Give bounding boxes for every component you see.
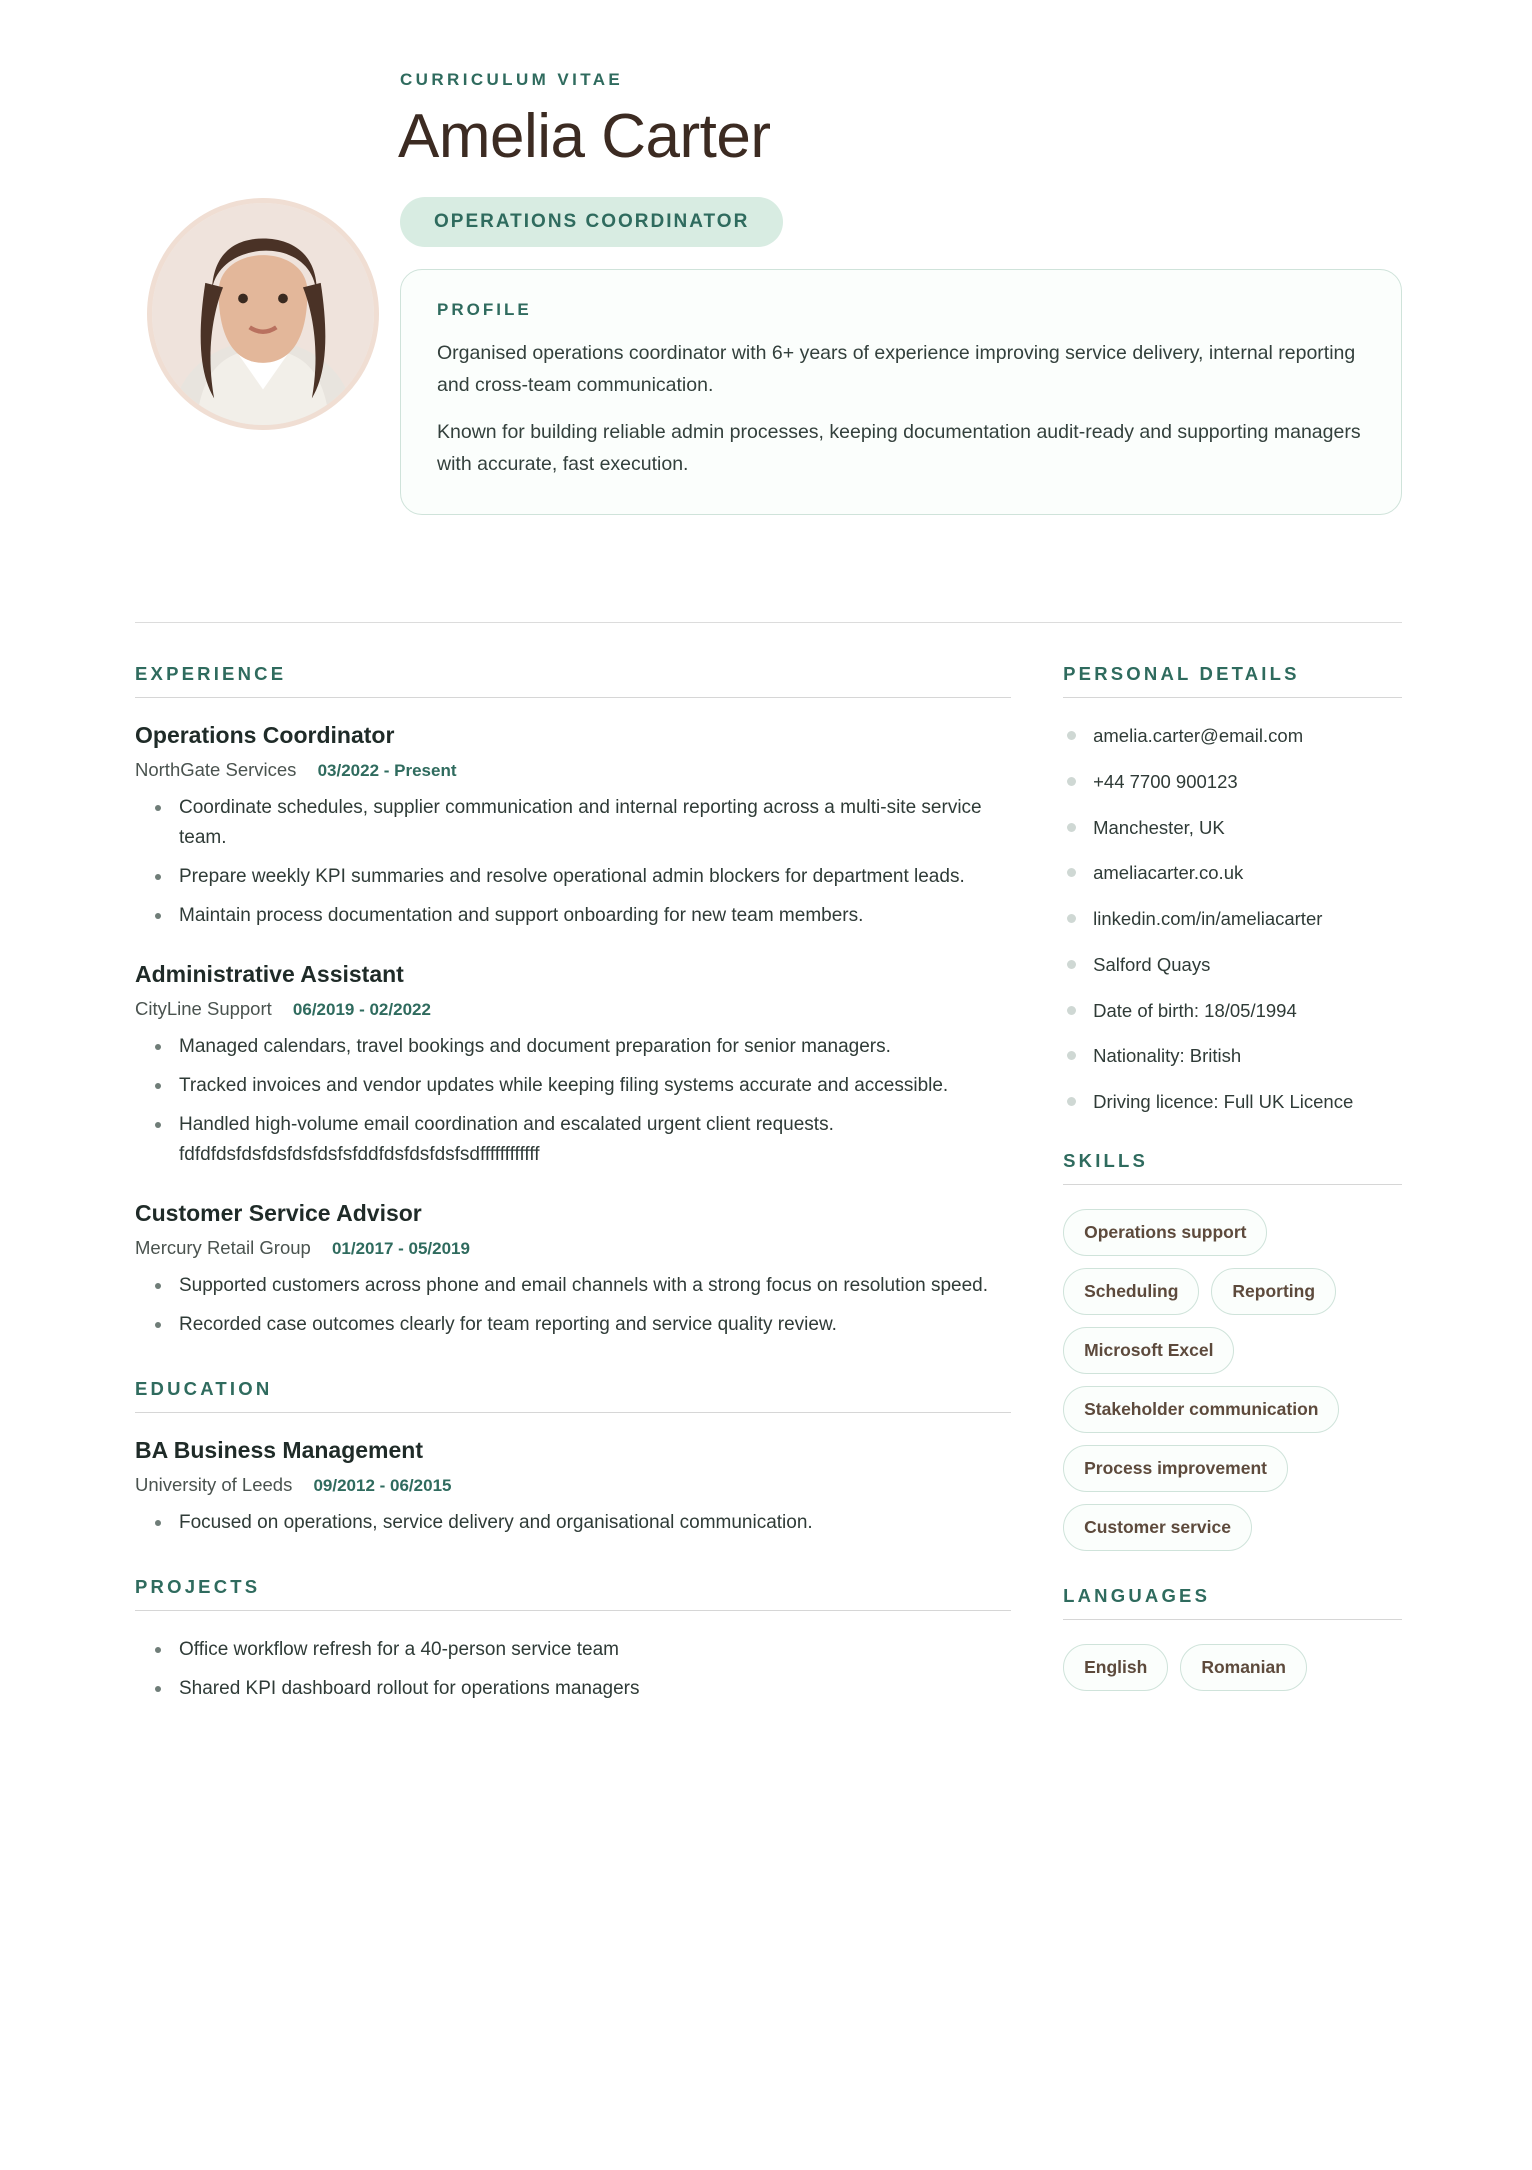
job-dates: 03/2022 - Present (317, 761, 457, 780)
job-dates: 01/2017 - 05/2019 (331, 1239, 470, 1259)
education-meta (135, 1474, 1011, 1496)
personal-details-list (1063, 722, 1402, 1116)
list-item-nationality: Nationality: British (1063, 1042, 1402, 1070)
experience-heading: EXPERIENCE (135, 663, 1011, 698)
job-meta (135, 998, 1011, 1020)
job-title: Administrative Assistant (135, 961, 404, 988)
main-column (135, 663, 1011, 1713)
list-item: Shared KPI dashboard rollout for operations managers (143, 1674, 1011, 1704)
skill-tag: Scheduling (1063, 1268, 1199, 1315)
list-item: Focused on operations, service delivery and organisational communication. (143, 1508, 1011, 1538)
sidebar-column (1063, 663, 1402, 1713)
experience-item (135, 961, 1011, 1170)
list-item-website[interactable]: ameliacarter.co.uk (1063, 859, 1402, 887)
job-title: Operations Coordinator (135, 722, 395, 748)
languages-section (1063, 1585, 1402, 1691)
skill-tag: Stakeholder communication (1063, 1386, 1339, 1433)
experience-section (135, 663, 1011, 1340)
education-bullets (143, 1508, 1011, 1538)
job-meta (135, 759, 1011, 781)
list-item-email: amelia.carter@email.com (1063, 722, 1402, 750)
profile-heading: PROFILE (437, 299, 532, 319)
list-item-dob: Date of birth: 18/05/1994 (1063, 997, 1402, 1025)
projects-section (135, 1576, 1011, 1704)
page-title: Amelia Carter (398, 102, 771, 171)
job-title: Customer Service Advisor (135, 1200, 422, 1227)
skills-section (1063, 1150, 1402, 1551)
skills-tags (1063, 1209, 1402, 1551)
list-item: Managed calendars, travel bookings and document preparation for senior managers. (143, 1032, 1011, 1062)
education-item (135, 1437, 1011, 1538)
personal-details-heading: PERSONAL DETAILS (1063, 663, 1402, 698)
profile-card (400, 269, 1402, 515)
list-item: Office workflow refresh for a 40-person service team (143, 1635, 1011, 1665)
education-heading: EDUCATION (135, 1378, 1011, 1413)
list-item: Coordinate schedules, supplier communication and internal reporting across a multi-site service team. (143, 793, 1011, 853)
list-item: Supported customers across phone and email channels with a strong focus on resolution speed. (143, 1271, 1011, 1301)
list-item: Recorded case outcomes clearly for team reporting and service quality review. (143, 1310, 1011, 1340)
resume-body (135, 663, 1402, 1713)
job-meta (135, 1237, 1011, 1259)
degree-title: BA Business Management (135, 1437, 423, 1464)
language-tag: Romanian (1180, 1644, 1307, 1691)
job-company: CityLine Support (135, 998, 272, 1020)
portrait-photo-icon (152, 203, 374, 425)
education-section (135, 1378, 1011, 1538)
job-dates: 06/2019 - 02/2022 (292, 1000, 431, 1020)
document-kicker: CURRICULUM VITAE (400, 70, 624, 89)
school-name: University of Leeds (135, 1474, 293, 1496)
skill-tag: Customer service (1063, 1504, 1252, 1551)
resume-header (135, 70, 1402, 580)
job-role-badge: OPERATIONS COORDINATOR (400, 197, 783, 247)
skill-tag: Microsoft Excel (1063, 1327, 1234, 1374)
skill-tag: Operations support (1063, 1209, 1267, 1256)
list-item: Tracked invoices and vendor updates while keeping filing systems accurate and accessible. (143, 1071, 1011, 1101)
list-item-area: Salford Quays (1063, 951, 1402, 979)
profile-paragraph-1: Organised operations coordinator with 6+ years of experience improving service delivery, internal reporting and cross-team communication. (437, 341, 1356, 396)
experience-item (135, 1200, 1011, 1340)
job-bullets (143, 1271, 1011, 1340)
list-item-driving-licence: Driving licence: Full UK Licence (1063, 1088, 1402, 1116)
job-company: NorthGate Services (135, 759, 297, 780)
job-bullets (143, 793, 1011, 931)
profile-paragraph-2: Known for building reliable admin processes, keeping documentation audit-ready and supporting managers with accurate, fast execution. (437, 421, 1361, 475)
skill-tag: Reporting (1211, 1268, 1336, 1315)
projects-heading: PROJECTS (135, 1576, 1011, 1611)
personal-details-section (1063, 663, 1402, 1116)
job-company: Mercury Retail Group (135, 1237, 311, 1259)
skill-tag: Process improvement (1063, 1445, 1288, 1492)
list-item: Prepare weekly KPI summaries and resolve operational admin blockers for department leads. (143, 862, 1011, 892)
education-dates: 09/2012 - 06/2015 (313, 1476, 452, 1496)
language-tag: English (1063, 1644, 1168, 1691)
avatar (147, 198, 379, 430)
languages-heading: LANGUAGES (1063, 1585, 1402, 1620)
list-item: Handled high-volume email coordination and escalated urgent client requests. fdfdfdsfdsfdsfdsfdsfsfddfdsfdsfdsfsdffffffffffff (143, 1110, 1011, 1170)
projects-bullets (143, 1635, 1011, 1704)
list-item-location: Manchester, UK (1063, 814, 1402, 842)
list-item-phone: +44 7700 900123 (1063, 768, 1402, 796)
job-bullets (143, 1032, 1011, 1170)
experience-item (135, 722, 1011, 931)
list-item: Maintain process documentation and support onboarding for new team members. (143, 901, 1011, 931)
list-item-linkedin[interactable]: linkedin.com/in/ameliacarter (1063, 905, 1402, 933)
skills-heading: SKILLS (1063, 1150, 1402, 1185)
header-divider (135, 622, 1402, 623)
languages-tags (1063, 1644, 1402, 1691)
